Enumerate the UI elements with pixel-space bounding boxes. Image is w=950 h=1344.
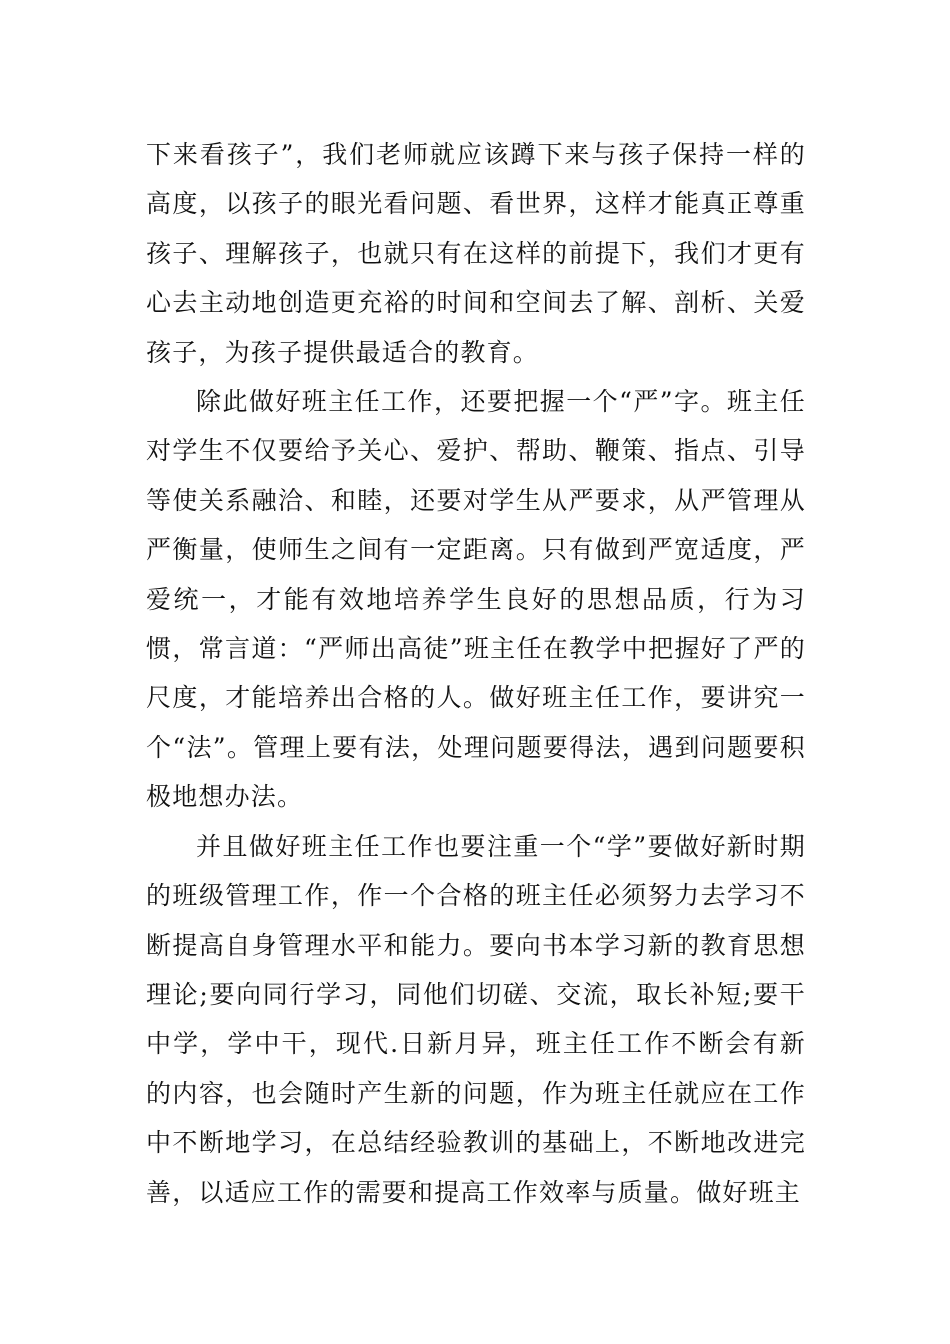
paragraph-continued: 下来看孩子”，我们老师就应该蹲下来与孩子保持一样的高度，以孩子的眼光看问题、看世界，这样才能真正尊重孩子、理解孩子，也就只有在这样的前提下，我们才更有心去主动地创造更充裕的时间和空间去了解、剖析、关爱孩子，为孩子提供最适合的教育。: [146, 140, 806, 367]
paragraph-strictness: 除此做好班主任工作，还要把握一个“严”字。班主任对学生不仅要给予关心、爱护、帮助、鞭策、指点、引导等使关系融洽、和睦，还要对学生从严要求，从严管理从严衡量，使师生之间有一定距离。只有做到严宽适度，严爱统一，才能有效地培养学生良好的思想品质，行为习惯，常言道：“严师出高徒”班主任在教学中把握好了严的尺度，才能培养出合格的人。做好班主任工作，要讲究一个“法”。管理上要有法，处理问题要得法，遇到问题要积极地想办法。: [146, 387, 806, 812]
document-body: [146, 130, 806, 1217]
paragraph-learning: 并且做好班主任工作也要注重一个“学”要做好新时期的班级管理工作，作一个合格的班主任必须努力去学习不断提高自身管理水平和能力。要向书本学习新的教育思想理论;要向同行学习，同他们切磋、交流，取长补短;要干中学，学中干，现代.日新月异，班主任工作不断会有新的内容，也会随时产生新的问题，作为班主任就应在工作中不断地学习，在总结经验教训的基础上，不断地改进完善，以适应工作的需要和提高工作效率与质量。做好班主: [146, 831, 806, 1207]
